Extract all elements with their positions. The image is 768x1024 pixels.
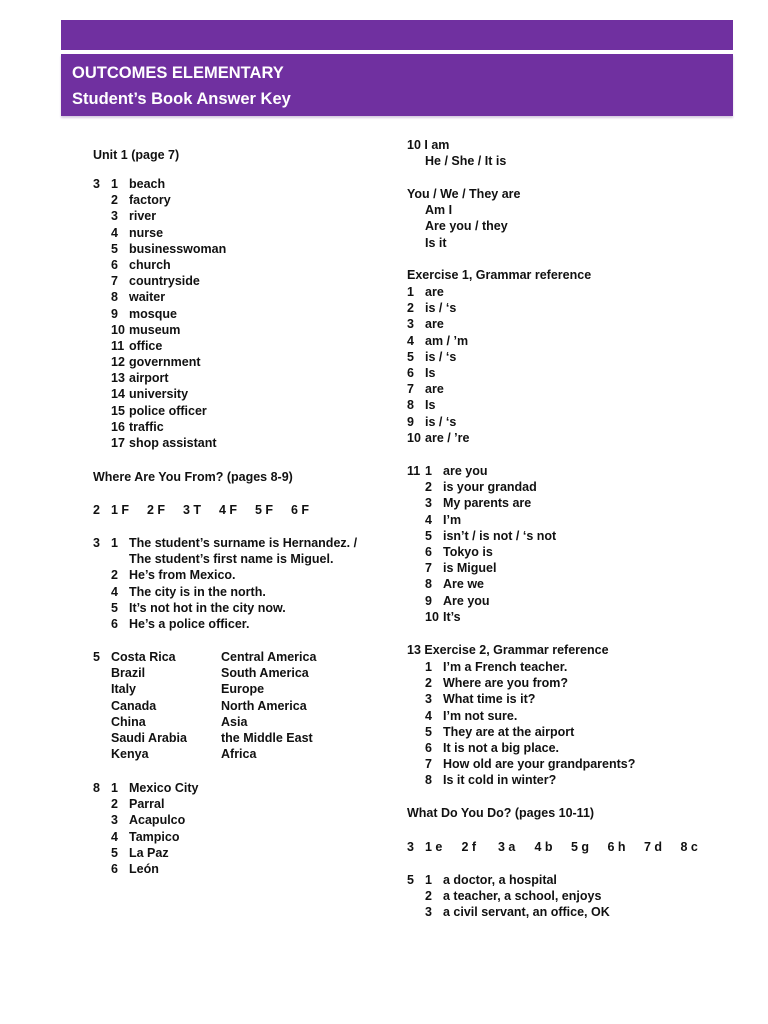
item-number: 2 xyxy=(111,568,118,583)
item-text: Is it cold in winter? xyxy=(443,773,557,788)
list-item xyxy=(111,812,198,828)
ex5w-number: 5 xyxy=(407,873,414,887)
item-text: I’m not sure. xyxy=(443,708,518,723)
list-item xyxy=(111,306,226,322)
ex11-items xyxy=(425,463,556,625)
answer: 2 f xyxy=(461,840,477,854)
item-text: Tampico xyxy=(129,829,180,844)
item-text: church xyxy=(129,257,171,272)
item-text: factory xyxy=(129,193,171,208)
list-item xyxy=(407,430,469,446)
you-block xyxy=(407,186,520,251)
country-region-row xyxy=(111,665,316,681)
list-item xyxy=(425,756,635,772)
item-text: León xyxy=(129,861,159,876)
item-text: nurse xyxy=(129,225,164,240)
list-item xyxy=(425,772,635,788)
list-item xyxy=(425,675,635,691)
item-text: office xyxy=(129,338,163,353)
item-number: 5 xyxy=(425,528,432,543)
list-item xyxy=(425,512,556,528)
item-number: 4 xyxy=(111,829,118,844)
item-number: 16 xyxy=(111,419,125,434)
answer: 6 h xyxy=(607,840,626,854)
item-number: 2 xyxy=(111,193,118,208)
item-text: I’m a French teacher. xyxy=(443,660,568,674)
item-number: 4 xyxy=(407,333,414,348)
list-item xyxy=(111,435,226,451)
item-text: museum xyxy=(129,322,181,337)
item-text: are / ’re xyxy=(425,430,470,445)
item-text: a civil servant, an office, OK xyxy=(443,905,610,920)
region: North America xyxy=(221,698,307,713)
item-number: 7 xyxy=(425,757,432,772)
ex10-line-1: 10 I am xyxy=(407,138,450,152)
answer: 6 F xyxy=(291,503,310,517)
list-item xyxy=(111,338,226,354)
item-number: 5 xyxy=(111,241,118,256)
list-item xyxy=(407,365,469,381)
item-number: 3 xyxy=(111,813,118,828)
item-number: 5 xyxy=(111,845,118,860)
region: Europe xyxy=(221,682,265,697)
list-item xyxy=(111,567,357,583)
item-number: 2 xyxy=(425,676,432,691)
item-number: 2 xyxy=(425,889,432,904)
ex13-heading: 13 Exercise 2, Grammar reference xyxy=(407,643,609,657)
ex11-number: 11 xyxy=(407,464,421,478)
country: Italy xyxy=(111,682,137,697)
item-text: beach xyxy=(129,177,166,191)
list-item xyxy=(111,241,226,257)
title-banner xyxy=(61,54,733,116)
country: Kenya xyxy=(111,747,149,762)
list-item xyxy=(407,333,469,349)
item-text: shop assistant xyxy=(129,436,217,450)
item-text: He’s a police officer. xyxy=(129,616,250,631)
region: Central America xyxy=(221,650,317,664)
list-item xyxy=(407,381,469,397)
answer: 3 a xyxy=(498,840,516,854)
item-number: 7 xyxy=(111,274,118,289)
grammar1-heading: Exercise 1, Grammar reference xyxy=(407,268,592,282)
item-text: Acapulco xyxy=(129,813,186,828)
item-text: It’s xyxy=(443,609,461,624)
ex3-number: 3 xyxy=(93,177,100,191)
item-number: 10 xyxy=(425,609,439,624)
list-item xyxy=(425,740,635,756)
item-text: mosque xyxy=(129,306,177,321)
item-number: 11 xyxy=(111,338,125,353)
item-number: 6 xyxy=(111,861,118,876)
item-number: 1 xyxy=(425,873,432,887)
country: Brazil xyxy=(111,666,146,681)
item-number: 4 xyxy=(425,708,432,723)
unit1-heading: Unit 1 (page 7) xyxy=(93,148,180,162)
item-number: 3 xyxy=(407,317,414,332)
item-number: 15 xyxy=(111,403,125,418)
list-item xyxy=(407,316,469,332)
item-text: businesswoman xyxy=(129,241,227,256)
list-item xyxy=(111,386,226,402)
list-item xyxy=(425,576,556,592)
region: Asia xyxy=(221,714,248,729)
where-heading: Where Are You From? (pages 8-9) xyxy=(93,470,293,484)
what-heading: What Do You Do? (pages 10-11) xyxy=(407,806,595,820)
ex8-number: 8 xyxy=(93,781,100,795)
item-number: 5 xyxy=(111,600,118,615)
list-item xyxy=(425,593,556,609)
you-line-3: Are you / they xyxy=(425,219,508,234)
ex3-items xyxy=(111,176,226,451)
country: Costa Rica xyxy=(111,650,176,664)
ex5-number: 5 xyxy=(93,650,100,664)
item-text: Is xyxy=(425,365,436,380)
item-text: is / ‘s xyxy=(425,414,457,429)
item-text: Where are you from? xyxy=(443,676,569,691)
document-subtitle: Student’s Book Answer Key xyxy=(72,90,291,108)
item-text: It is not a big place. xyxy=(443,740,559,755)
item-text: traffic xyxy=(129,419,164,434)
item-text: What time is it? xyxy=(443,692,536,707)
document-title: OUTCOMES ELEMENTARY xyxy=(72,64,284,82)
region: South America xyxy=(221,666,309,681)
item-number: 7 xyxy=(425,561,432,576)
list-item xyxy=(425,724,635,740)
list-item xyxy=(425,479,556,495)
answer: 4 F xyxy=(219,503,238,517)
item-text: Mexico City xyxy=(129,781,199,795)
item-number: 4 xyxy=(111,225,118,240)
item-text: airport xyxy=(129,371,169,386)
answer: 2 F xyxy=(147,503,166,517)
item-text: My parents are xyxy=(443,496,532,511)
list-item xyxy=(111,370,226,386)
item-number: 3 xyxy=(425,692,432,707)
country-region-row xyxy=(111,698,316,714)
answer: 1 e xyxy=(425,840,443,854)
item-number: 3 xyxy=(425,496,432,511)
item-number: 6 xyxy=(111,257,118,272)
answer: 7 d xyxy=(644,840,663,854)
item-text: countryside xyxy=(129,274,200,289)
list-item xyxy=(111,289,226,305)
ex2-number: 2 xyxy=(93,503,100,517)
item-number: 5 xyxy=(425,724,432,739)
list-item xyxy=(425,609,556,625)
item-text: isn’t / is not / ‘s not xyxy=(443,528,557,543)
item-number: 9 xyxy=(425,593,432,608)
list-item xyxy=(111,780,198,796)
item-number: 1 xyxy=(111,177,118,191)
answer: 3 T xyxy=(183,503,202,517)
list-item xyxy=(111,354,226,370)
list-item xyxy=(111,257,226,273)
item-number: 4 xyxy=(111,584,118,599)
list-item xyxy=(111,829,198,845)
item-text: police officer xyxy=(129,403,207,418)
list-item xyxy=(111,192,226,208)
item-number: 2 xyxy=(111,797,118,812)
item-number: 1 xyxy=(111,536,118,550)
ex13-items xyxy=(425,659,635,789)
list-item xyxy=(111,176,226,192)
list-item xyxy=(111,419,226,435)
ex10-block xyxy=(407,137,506,169)
item-text: The student’s first name is Miguel. xyxy=(129,552,334,567)
list-item xyxy=(111,208,226,224)
item-number: 7 xyxy=(407,382,414,397)
item-text: Are we xyxy=(443,577,484,592)
item-text: river xyxy=(129,209,157,224)
list-item xyxy=(111,616,357,632)
list-item xyxy=(111,273,226,289)
item-text: is Miguel xyxy=(443,561,497,576)
item-text: is / ‘s xyxy=(425,301,457,316)
item-text: is / ‘s xyxy=(425,349,457,364)
item-text: are xyxy=(425,382,444,397)
region: the Middle East xyxy=(221,730,313,745)
item-text: a doctor, a hospital xyxy=(443,873,557,887)
item-text: waiter xyxy=(129,290,166,305)
item-text: He’s from Mexico. xyxy=(129,568,236,583)
item-text: is your grandad xyxy=(443,480,537,495)
item-text: The city is in the north. xyxy=(129,584,266,599)
country-region-row xyxy=(111,746,316,762)
item-number: 6 xyxy=(425,544,432,559)
item-text: Is xyxy=(425,398,436,413)
list-item xyxy=(407,397,469,413)
item-text: Tokyo is xyxy=(443,544,493,559)
list-item xyxy=(111,861,198,877)
country: China xyxy=(111,714,146,729)
list-item xyxy=(111,600,357,616)
you-line-1: You / We / They are xyxy=(407,187,521,201)
item-text: am / ’m xyxy=(425,333,469,348)
answer: 4 b xyxy=(534,840,553,854)
ex2-row xyxy=(93,502,310,518)
list-item xyxy=(111,584,357,600)
region: Africa xyxy=(221,747,257,762)
item-number: 10 xyxy=(111,322,125,337)
answer: 5 g xyxy=(571,840,590,854)
grammar1-items xyxy=(407,284,469,446)
ex3w-number: 3 xyxy=(407,840,414,854)
ex3w-row xyxy=(407,839,698,855)
list-item xyxy=(425,691,635,707)
list-item xyxy=(425,708,635,724)
list-item xyxy=(425,888,610,904)
item-number: 13 xyxy=(111,371,125,386)
item-number: 5 xyxy=(407,349,414,364)
item-number: 6 xyxy=(111,616,118,631)
item-number: 6 xyxy=(425,740,432,755)
item-text: university xyxy=(129,387,189,402)
item-number: 2 xyxy=(407,301,414,316)
item-number: 6 xyxy=(407,365,414,380)
ex2-answers xyxy=(111,502,327,518)
item-number: 9 xyxy=(407,414,414,429)
ex5w-items xyxy=(425,872,610,921)
answer: 8 c xyxy=(680,840,698,854)
list-item xyxy=(407,349,469,365)
item-number: 8 xyxy=(407,398,414,413)
item-number: 1 xyxy=(425,660,432,674)
item-number: 12 xyxy=(111,355,125,370)
item-number: 1 xyxy=(407,285,414,299)
you-line-2: Am I xyxy=(425,203,453,218)
list-item xyxy=(111,322,226,338)
country-region-row xyxy=(111,681,316,697)
item-number: 1 xyxy=(111,781,118,795)
item-number: 8 xyxy=(425,577,432,592)
list-item xyxy=(425,560,556,576)
ex3w-answers xyxy=(425,839,717,855)
ex10-line-2: He / She / It is xyxy=(425,154,507,169)
item-text: How old are your grandparents? xyxy=(443,757,636,772)
you-line-4: Is it xyxy=(425,235,447,250)
list-item xyxy=(111,225,226,241)
item-text: are xyxy=(425,285,444,299)
list-item xyxy=(407,284,469,300)
item-number: 4 xyxy=(425,512,432,527)
item-text: It’s not hot in the city now. xyxy=(129,600,286,615)
list-item xyxy=(407,300,469,316)
item-number: 2 xyxy=(425,480,432,495)
item-text: are xyxy=(425,317,444,332)
header-top-bar xyxy=(61,20,733,50)
item-text: La Paz xyxy=(129,845,169,860)
item-number: 3 xyxy=(425,905,432,920)
item-number: 10 xyxy=(407,430,421,445)
item-text: Are you xyxy=(443,593,490,608)
list-item xyxy=(425,544,556,560)
list-item xyxy=(111,796,198,812)
list-item xyxy=(425,528,556,544)
item-number: 14 xyxy=(111,387,125,402)
list-item xyxy=(407,414,469,430)
answer: 5 F xyxy=(255,503,274,517)
item-text: are you xyxy=(443,464,488,478)
list-item xyxy=(425,904,610,920)
item-text: They are at the airport xyxy=(443,724,575,739)
list-item xyxy=(111,845,198,861)
country: Canada xyxy=(111,698,157,713)
item-text: government xyxy=(129,355,201,370)
item-number: 1 xyxy=(425,464,432,478)
ex3b-number: 3 xyxy=(93,536,100,550)
country: Saudi Arabia xyxy=(111,730,187,745)
country-region-row xyxy=(111,714,316,730)
country-region-row xyxy=(111,730,316,746)
item-number: 9 xyxy=(111,306,118,321)
item-number: 8 xyxy=(111,290,118,305)
item-number: 8 xyxy=(425,773,432,788)
item-text: I’m xyxy=(443,512,462,527)
item-number: 3 xyxy=(111,209,118,224)
item-text: a teacher, a school, enjoys xyxy=(443,889,602,904)
item-text: Parral xyxy=(129,797,165,812)
list-item xyxy=(111,535,357,551)
country-region-row xyxy=(111,649,316,665)
ex8-items xyxy=(111,780,198,877)
list-item xyxy=(111,551,357,567)
list-item xyxy=(111,403,226,419)
ex5-items xyxy=(111,649,316,762)
list-item xyxy=(425,495,556,511)
answer: 1 F xyxy=(111,503,130,517)
item-number: 17 xyxy=(111,436,125,450)
list-item xyxy=(425,659,635,675)
list-item xyxy=(425,872,610,888)
ex3b-items xyxy=(111,535,357,632)
item-text: The student’s surname is Hernandez. / xyxy=(129,536,358,550)
list-item xyxy=(425,463,556,479)
